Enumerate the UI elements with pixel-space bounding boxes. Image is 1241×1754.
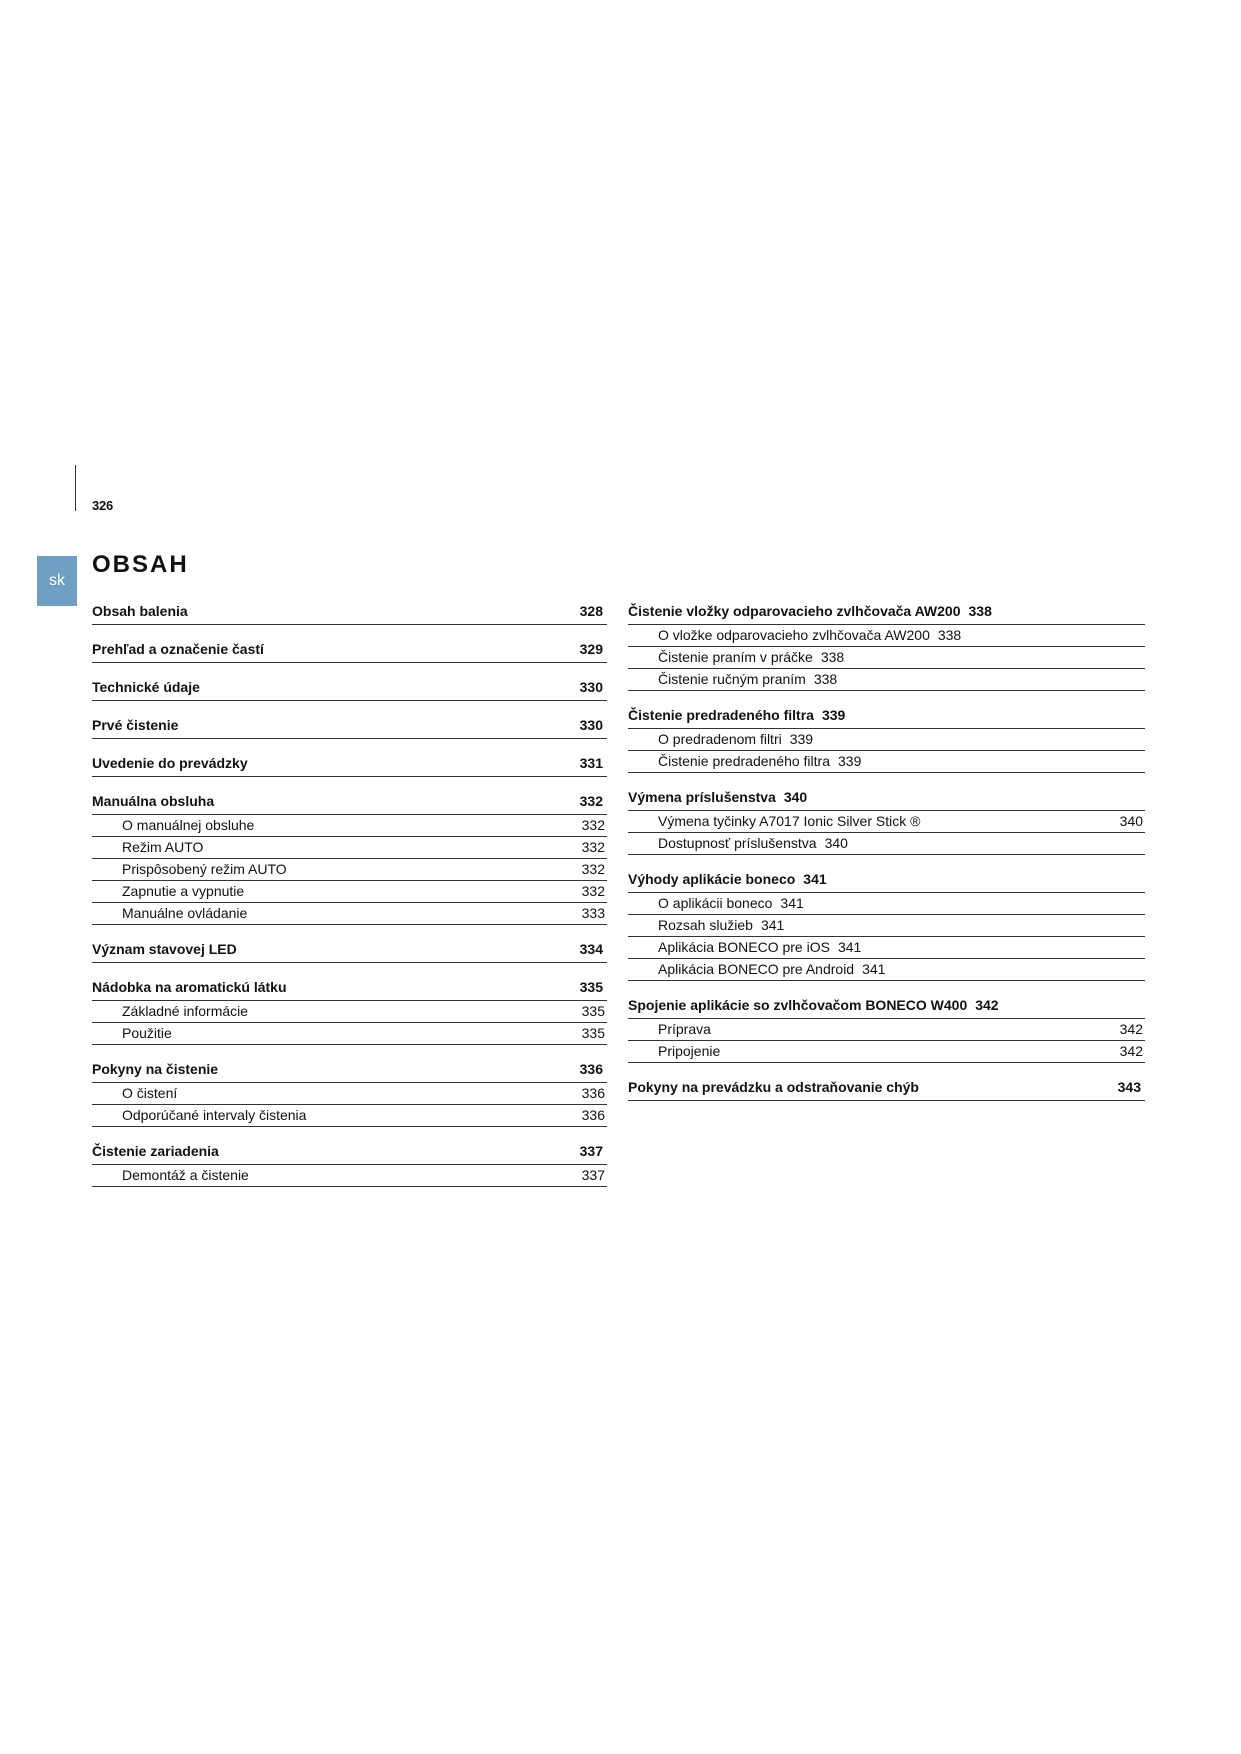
toc-heading-entry[interactable] (628, 866, 1145, 893)
toc-heading-title: Spojenie aplikácie so zvlhčovačom BONECO W400 342 (628, 997, 999, 1013)
toc-sub-title: Čistenie praním v práčke 338 (658, 649, 845, 665)
toc-sub-entry[interactable] (92, 815, 607, 837)
toc-sub-title: Aplikácia BONECO pre Android 341 (658, 961, 886, 977)
toc-sub-page: 339 (838, 753, 862, 769)
toc-heading-title: Pokyny na prevádzku a odstraňovanie chýb (628, 1079, 919, 1095)
page-margin-rule (75, 465, 76, 511)
toc-section (92, 936, 607, 963)
toc-sub-title: Použitie (122, 1025, 172, 1041)
toc-heading-page: 341 (803, 871, 827, 887)
toc-sub-page: 332 (581, 883, 605, 899)
toc-sub-page: 338 (820, 649, 845, 665)
page-title: OBSAH (92, 551, 189, 578)
toc-heading-page: 343 (1117, 1079, 1141, 1095)
toc-heading-title: Prvé čistenie (92, 717, 179, 733)
toc-sub-page: 333 (581, 905, 605, 921)
toc-heading-page: 330 (579, 717, 603, 733)
toc-sub-page: 340 (1119, 813, 1143, 829)
toc-section (92, 674, 607, 701)
toc-heading-entry[interactable] (628, 598, 1145, 625)
toc-sub-title: O aplikácii boneco 341 (658, 895, 804, 911)
toc-sub-entry[interactable] (628, 751, 1145, 773)
toc-sub-title: Zapnutie a vypnutie (122, 883, 245, 899)
toc-section (628, 702, 1145, 773)
toc-sub-title: Rozsah služieb 341 (658, 917, 785, 933)
toc-sub-entry[interactable] (628, 625, 1145, 647)
toc-heading-entry[interactable] (92, 636, 607, 663)
toc-section (628, 1074, 1145, 1101)
toc-heading-title: Pokyny na čistenie (92, 1061, 219, 1077)
toc-sub-page: 336 (581, 1085, 605, 1101)
toc-heading-entry[interactable] (92, 788, 607, 815)
toc-right-column (628, 598, 1145, 1112)
toc-section (92, 636, 607, 663)
toc-sub-title: Odporúčané intervaly čistenia (122, 1107, 307, 1123)
toc-sub-title: Čistenie predradeného filtra 339 (658, 753, 862, 769)
toc-heading-page: 328 (579, 603, 603, 619)
toc-left-column (92, 598, 607, 1198)
toc-heading-title: Technické údaje (92, 679, 200, 695)
toc-sub-title: O manuálnej obsluhe (122, 817, 255, 833)
toc-sub-entry[interactable] (92, 903, 607, 925)
toc-heading-page: 340 (783, 789, 808, 805)
toc-sub-entry[interactable] (92, 1083, 607, 1105)
toc-sub-entry[interactable] (628, 833, 1145, 855)
toc-sub-entry[interactable] (92, 881, 607, 903)
toc-sub-title: Demontáž a čistenie (122, 1167, 249, 1183)
toc-sub-page: 341 (862, 961, 886, 977)
toc-heading-title: Výmena príslušenstva 340 (628, 789, 808, 805)
toc-sub-page: 342 (1119, 1021, 1143, 1037)
toc-section (628, 784, 1145, 855)
toc-heading-title: Význam stavovej LED (92, 941, 237, 957)
toc-sub-page: 336 (581, 1107, 605, 1123)
toc-heading-title: Prehľad a označenie častí (92, 641, 264, 657)
toc-heading-title: Čistenie vložky odparovacieho zvlhčovača AW200 338 (628, 603, 992, 619)
toc-sub-entry[interactable] (92, 837, 607, 859)
toc-heading-title: Manuálna obsluha (92, 793, 215, 809)
toc-sub-page: 339 (789, 731, 814, 747)
toc-sub-title: Pripojenie (658, 1043, 721, 1059)
toc-heading-entry[interactable] (628, 784, 1145, 811)
toc-heading-entry[interactable] (628, 702, 1145, 729)
toc-sub-title: Dostupnosť príslušenstva 340 (658, 835, 848, 851)
toc-heading-page: 329 (579, 641, 603, 657)
toc-heading-page: 342 (975, 997, 999, 1013)
toc-heading-title: Výhody aplikácie boneco 341 (628, 871, 827, 887)
toc-sub-entry[interactable] (628, 937, 1145, 959)
toc-section (628, 992, 1145, 1063)
toc-sub-entry[interactable] (628, 959, 1145, 981)
toc-sub-entry[interactable] (628, 647, 1145, 669)
toc-section (92, 712, 607, 739)
toc-sub-entry[interactable] (628, 893, 1145, 915)
toc-sub-page: 332 (581, 861, 605, 877)
toc-sub-title: Príprava (658, 1021, 711, 1037)
toc-heading-title: Uvedenie do prevádzky (92, 755, 248, 771)
toc-heading-title: Nádobka na aromatickú látku (92, 979, 287, 995)
toc-sub-entry[interactable] (92, 1105, 607, 1127)
toc-sub-entry[interactable] (92, 1001, 607, 1023)
toc-heading-entry[interactable] (92, 1056, 607, 1083)
toc-heading-page: 339 (821, 707, 846, 723)
toc-section (92, 974, 607, 1045)
toc-sub-page: 335 (581, 1003, 605, 1019)
toc-heading-title: Čistenie zariadenia (92, 1143, 219, 1159)
toc-heading-entry[interactable] (628, 992, 1145, 1019)
toc-sub-entry[interactable] (628, 811, 1145, 833)
toc-sub-entry[interactable] (628, 729, 1145, 751)
toc-sub-title: Aplikácia BONECO pre iOS 341 (658, 939, 862, 955)
page-number: 326 (92, 498, 114, 513)
toc-heading-page: 338 (968, 603, 992, 619)
toc-sub-page: 332 (581, 817, 605, 833)
toc-heading-entry[interactable] (92, 674, 607, 701)
toc-heading-entry[interactable] (92, 974, 607, 1001)
toc-section (628, 598, 1145, 691)
toc-heading-entry[interactable] (628, 1074, 1145, 1101)
toc-heading-page: 335 (579, 979, 603, 995)
toc-section (92, 750, 607, 777)
toc-sub-title: Základné informácie (122, 1003, 249, 1019)
toc-heading-page: 334 (579, 941, 603, 957)
toc-sub-page: 340 (824, 835, 848, 851)
toc-sub-page: 332 (581, 839, 605, 855)
toc-section (92, 1138, 607, 1187)
toc-sub-title: Prispôsobený režim AUTO (122, 861, 287, 877)
language-tab[interactable]: sk (37, 556, 77, 606)
toc-section (92, 1056, 607, 1127)
toc-sub-entry[interactable] (628, 1041, 1145, 1063)
toc-sub-page: 341 (837, 939, 862, 955)
toc-heading-page: 336 (579, 1061, 603, 1077)
toc-sub-page: 341 (760, 917, 785, 933)
toc-sub-entry[interactable] (92, 1165, 607, 1187)
toc-heading-entry[interactable] (92, 712, 607, 739)
toc-sub-entry[interactable] (92, 1023, 607, 1045)
toc-sub-title: Manuálne ovládanie (122, 905, 248, 921)
toc-heading-title: Čistenie predradeného filtra 339 (628, 707, 846, 723)
toc-section (92, 598, 607, 625)
toc-sub-page: 338 (813, 671, 838, 687)
toc-sub-entry[interactable] (92, 859, 607, 881)
toc-heading-entry[interactable] (92, 936, 607, 963)
toc-section (92, 788, 607, 925)
toc-sub-page: 338 (937, 627, 962, 643)
toc-section (628, 866, 1145, 981)
toc-sub-page: 335 (581, 1025, 605, 1041)
toc-heading-entry[interactable] (92, 750, 607, 777)
toc-sub-title: O predradenom filtri 339 (658, 731, 814, 747)
toc-heading-entry[interactable] (92, 598, 607, 625)
toc-sub-entry[interactable] (628, 915, 1145, 937)
toc-heading-page: 330 (579, 679, 603, 695)
toc-sub-page: 341 (780, 895, 804, 911)
toc-sub-title: O vložke odparovacieho zvlhčovača AW200 338 (658, 627, 962, 643)
toc-sub-entry[interactable] (628, 669, 1145, 691)
toc-sub-page: 337 (581, 1167, 605, 1183)
toc-sub-title: Čistenie ručným praním 338 (658, 671, 838, 687)
toc-sub-title: Výmena tyčinky A7017 Ionic Silver Stick ® (658, 813, 921, 829)
toc-sub-title: O čistení (122, 1085, 178, 1101)
toc-heading-title: Obsah balenia (92, 603, 188, 619)
toc-heading-entry[interactable] (92, 1138, 607, 1165)
toc-heading-page: 332 (579, 793, 603, 809)
toc-sub-page: 342 (1119, 1043, 1143, 1059)
toc-sub-title: Režim AUTO (122, 839, 204, 855)
toc-heading-page: 337 (579, 1143, 603, 1159)
toc-heading-page: 331 (579, 755, 603, 771)
toc-sub-entry[interactable] (628, 1019, 1145, 1041)
